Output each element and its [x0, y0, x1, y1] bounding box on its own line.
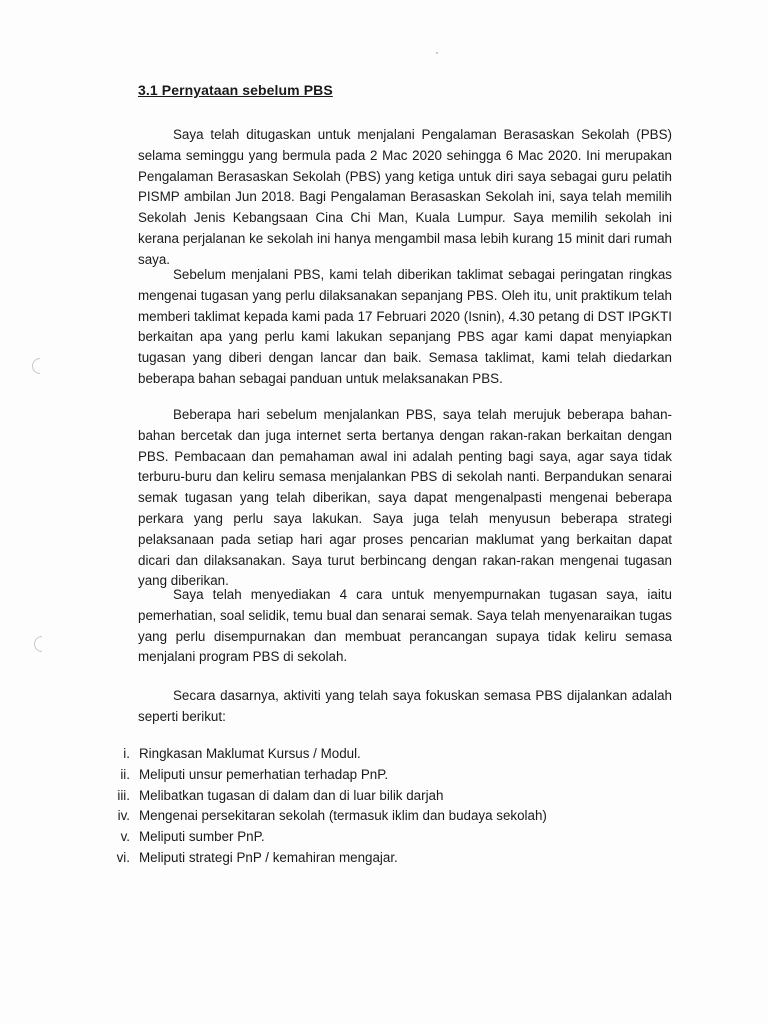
list-item-text: Mengenai persekitaran sekolah (termasuk iklim dan budaya sekolah) [139, 808, 547, 824]
list-item-number: iii. [117, 787, 130, 803]
paragraph-1: Saya telah ditugaskan untuk menjalani Pengalaman Berasaskan Sekolah (PBS) selama seminggu yang bermula pada 2 Mac 2020 sehingga 6 Mac 2020. Ini merupakan Pengalaman Berasaskan Sekolah (PBS) yang ketiga untuk diri saya sebagai guru pelatih PISMP ambilan Jun 2018. Bagi Pengalaman Berasaskan Sekolah ini, saya telah memilih Sekolah Jenis Kebangsaan Cina Chi Man, Kuala Lumpur. Saya memilih sekolah ini kerana perjalanan ke sekolah ini hanya mengambil masa lebih kurang 15 minit dari rumah saya. [138, 127, 672, 267]
list-item [100, 786, 444, 807]
activity-list [100, 744, 547, 869]
list-item [100, 827, 265, 848]
list-item [100, 765, 389, 786]
paragraph-3: Beberapa hari sebelum menjalankan PBS, saya telah merujuk beberapa bahan-bahan bercetak dan juga internet serta bertanya dengan rakan-rakan berkaitan dengan PBS. Pembacaan dan pemahaman awal ini adalah penting bagi saya, agar saya tidak terburu-buru dan keliru semasa menjalankan PBS di sekolah nanti. Berpandukan senarai semak tugasan yang telah diberikan, saya dapat mengenalpasti mengenai beberapa perkara yang perlu saya lakukan. Saya juga telah menyusun beberapa strategi pelaksanaan pada setiap hari agar proses pencarian maklumat yang berkaitan dapat dicari dan dilaksanakan. Saya turut berbincang dengan rakan-rakan mengenai tugasan yang diberikan. [138, 407, 672, 589]
list-item [100, 848, 398, 869]
list-item-text: Meliputi sumber PnP. [139, 829, 265, 845]
scan-speck [436, 52, 438, 54]
list-item-text: Melibatkan tugasan di dalam dan di luar bilik darjah [139, 787, 444, 803]
list-item-number: vi. [116, 849, 130, 865]
list-item-number: ii. [120, 766, 130, 782]
list-item [100, 806, 547, 827]
paragraph-4: Saya telah menyediakan 4 cara untuk menyempurnakan tugasan saya, iaitu pemerhatian, soal selidik, temu bual dan senarai semak. Saya telah menyenaraikan tugas yang perlu disempurnakan dan membuat perancangan supaya tidak keliru semasa menjalani program PBS di sekolah. [138, 587, 672, 665]
list-item [100, 744, 361, 765]
list-item-text: Ringkasan Maklumat Kursus / Modul. [139, 746, 361, 761]
paragraph-5: Secara dasarnya, aktiviti yang telah saya fokuskan semasa PBS dijalankan adalah seperti berikut: [138, 688, 672, 724]
list-item-text: Meliputi strategi PnP / kemahiran mengajar. [139, 849, 398, 865]
punch-hole-mark [32, 358, 40, 374]
list-item-number: v. [120, 829, 130, 845]
section-heading: 3.1 Pernyataan sebelum PBS [138, 82, 333, 98]
list-item-number: iv. [117, 808, 130, 824]
punch-hole-mark [34, 636, 42, 652]
list-item-number: i. [123, 746, 130, 761]
paragraph-2: Sebelum menjalani PBS, kami telah diberikan taklimat sebagai peringatan ringkas mengenai tugasan yang perlu dilaksanakan sepanjang PBS. Oleh itu, unit praktikum telah memberi taklimat kepada kami pada 17 Februari 2020 (Isnin), 4.30 petang di DST IPGKTI berkaitan apa yang perlu kami lakukan sepanjang PBS agar kami dapat menyiapkan tugasan yang diberi dengan lancar dan baik. Semasa taklimat, kami telah diedarkan beberapa bahan sebagai panduan untuk melaksanakan PBS. [138, 267, 672, 386]
list-item-text: Meliputi unsur pemerhatian terhadap PnP. [139, 766, 389, 782]
